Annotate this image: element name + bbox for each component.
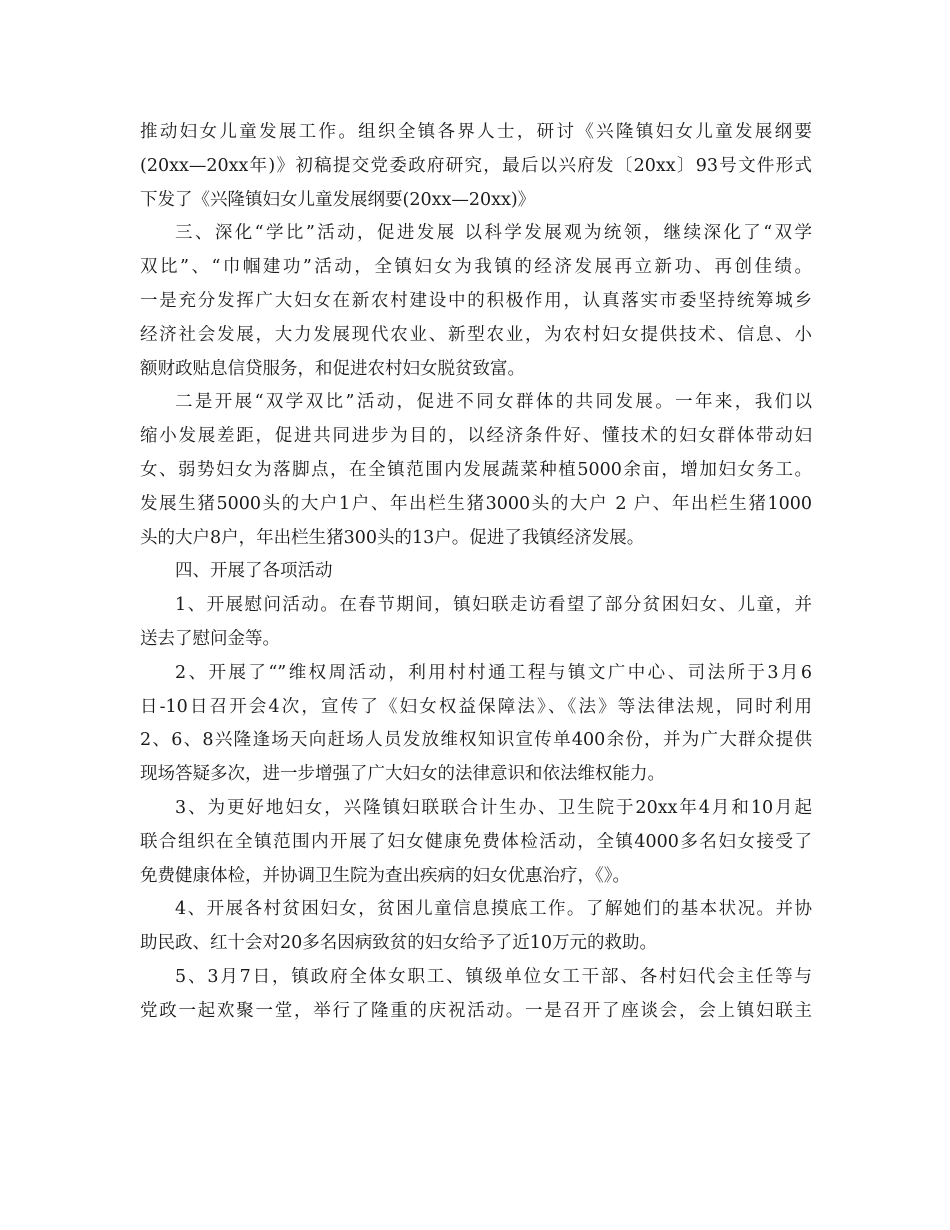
document-page xyxy=(140,116,812,1196)
text-line: 发展生猪5000头的大户1户、年出栏生猪3000头的大户 2 户、年出栏生猪1000 xyxy=(140,493,812,514)
paragraph-start-line: 二是开展“双学双比”活动，促进不同女群体的共同发展。一年来，我们以 xyxy=(175,392,812,413)
text-line: 联合组织在全镇范围内开展了妇女健康免费体检活动，全镇4000多名妇女接受了 xyxy=(140,831,812,852)
text-line: 免费健康体检，并协调卫生院为查出疾病的妇女优惠治疗，《》。 xyxy=(140,865,630,886)
paragraph-start-line: 5、3月7日，镇政府全体女职工、镇级单位女工干部、各村妇代会主任等与 xyxy=(175,966,812,987)
text-line: 女、弱势妇女为落脚点，在全镇范围内发展蔬菜种植5000余亩，增加妇女务工。 xyxy=(140,459,812,480)
paragraph-start-line: 三、深化“学比”活动，促进发展 以科学发展观为统领，继续深化了“双学 xyxy=(175,223,812,244)
text-line: 助民政、红十会对20多名因病致贫的妇女给予了近10万元的救助。 xyxy=(140,933,658,954)
text-line: (20xx—20xx年)》初稿提交党委政府研究，最后以兴府发〔20xx〕93号文件形式 xyxy=(140,155,812,176)
text-line: 经济社会发展，大力发展现代农业、新型农业，为农村妇女提供技术、信息、小 xyxy=(140,324,812,345)
text-line: 额财政贴息信贷服务，和促进农村妇女脱贫致富。 xyxy=(140,358,525,379)
text-line: 双比”、“巾帼建功”活动，全镇妇女为我镇的经济发展再立新功、再创佳绩。 xyxy=(140,257,812,278)
section-heading: 四、开展了各项活动 xyxy=(175,561,333,582)
text-line: 缩小发展差距，促进共同进步为目的，以经济条件好、懂技术的妇女群体带动妇 xyxy=(140,426,812,447)
paragraph-start-line: 4、开展各村贫困妇女，贫困儿童信息摸底工作。了解她们的基本状况。并协 xyxy=(175,899,812,920)
text-line: 送去了慰问金等。 xyxy=(140,628,280,649)
text-line: 一是充分发挥广大妇女在新农村建设中的积极作用，认真落实市委坚持统筹城乡 xyxy=(140,290,812,311)
text-line: 下发了《兴隆镇妇女儿童发展纲要(20xx—20xx)》 xyxy=(140,189,536,210)
text-line: 推动妇女儿童发展工作。组织全镇各界人士，研讨《兴隆镇妇女儿童发展纲要 xyxy=(140,122,812,142)
paragraph-start-line: 2、开展了“”维权周活动，利用村村通工程与镇文广中心、司法所于3月6 xyxy=(175,662,812,683)
text-line: 2、6、8兴隆逢场天向赶场人员发放维权知识宣传单400余份，并为广大群众提供 xyxy=(140,730,812,751)
text-line: 日-10日召开会4次，宣传了《妇女权益保障法》、《法》等法律法规，同时利用 xyxy=(140,696,812,717)
paragraph-start-line: 1、开展慰问活动。在春节期间，镇妇联走访看望了部分贫困妇女、儿童，并 xyxy=(175,595,812,616)
text-line: 党政一起欢聚一堂，举行了隆重的庆祝活动。一是召开了座谈会，会上镇妇联主 xyxy=(140,1000,812,1021)
text-line: 头的大户8户，年出栏生猪300头的13户。促进了我镇经济发展。 xyxy=(140,527,645,548)
paragraph-start-line: 3、为更好地妇女，兴隆镇妇联联合计生办、卫生院于20xx年4月和10月起 xyxy=(175,797,812,818)
text-line: 现场答疑多次，进一步增强了广大妇女的法律意识和依法维权能力。 xyxy=(140,764,665,785)
